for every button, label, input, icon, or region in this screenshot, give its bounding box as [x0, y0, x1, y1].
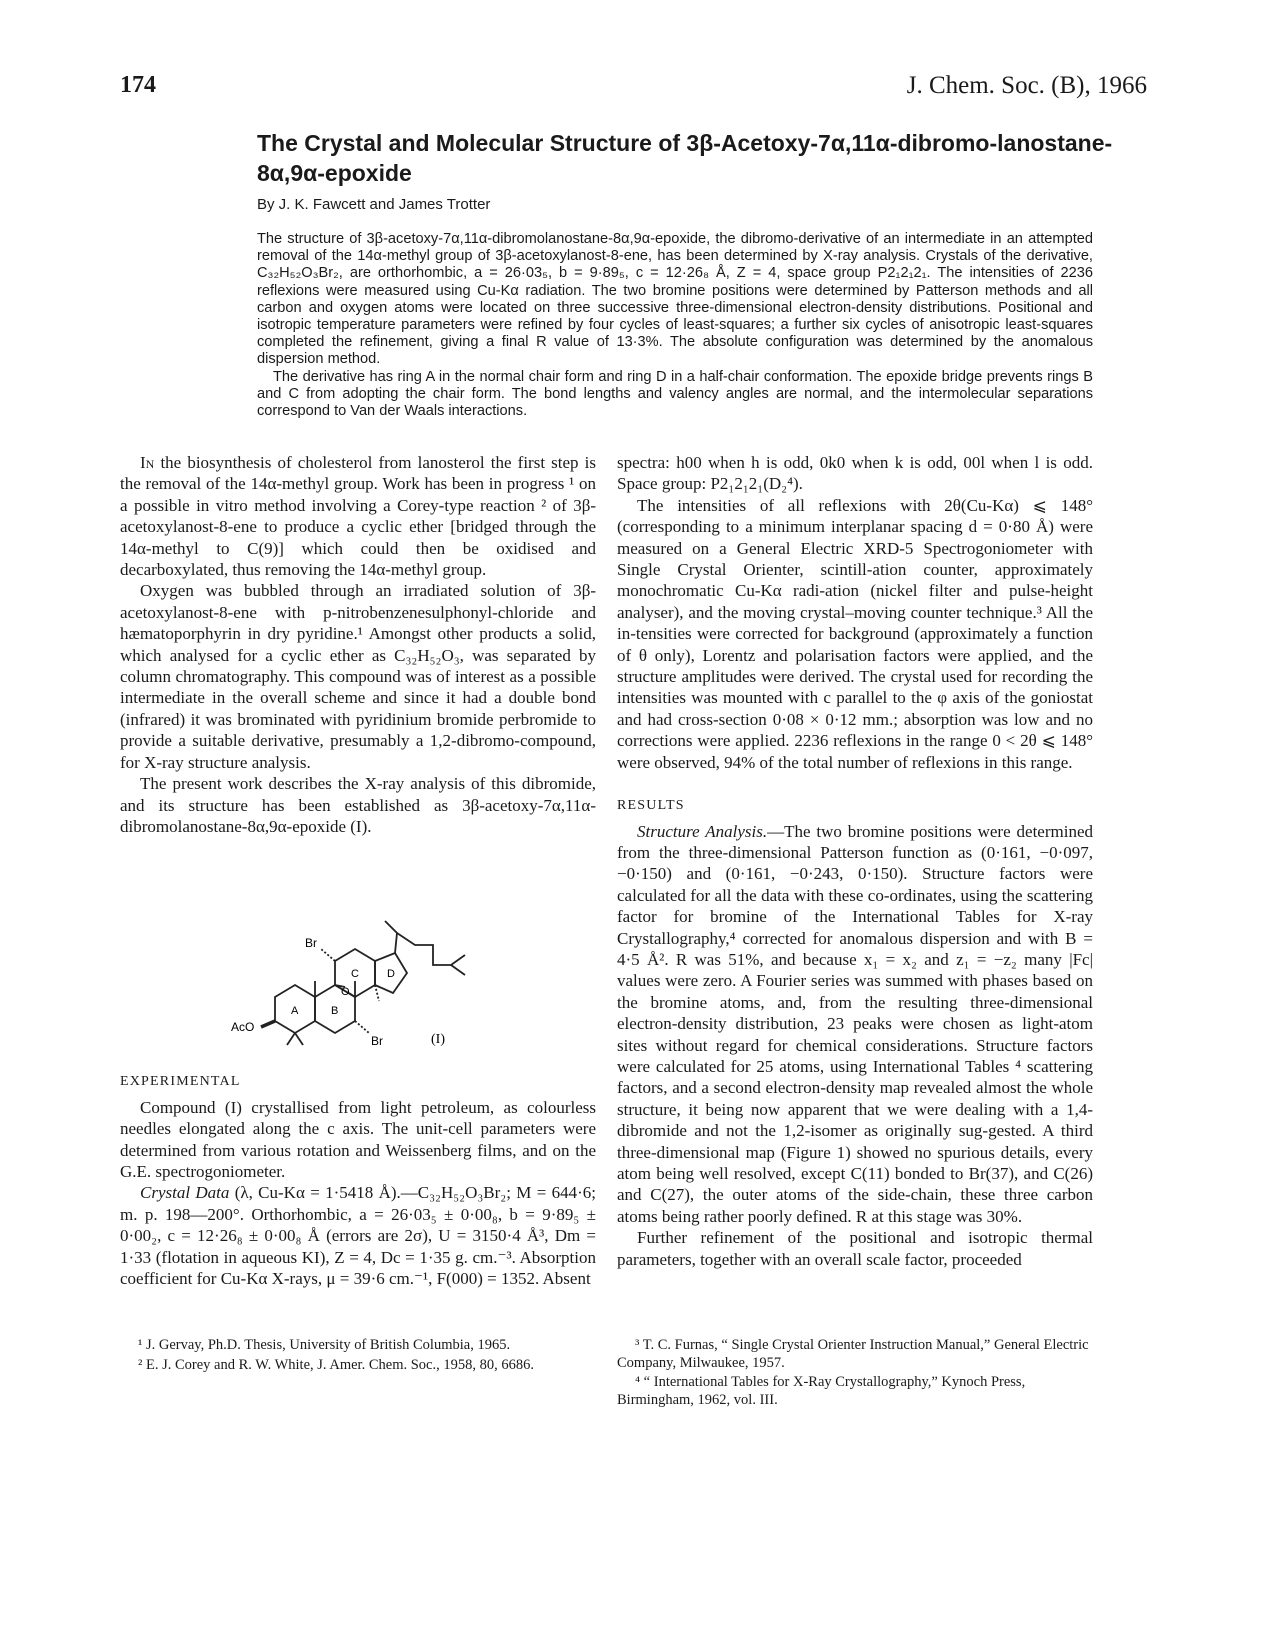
intro-paragraph-2: Oxygen was bubbled through an irradiated solution of 3β-acetoxylanost-8-ene with p-nitrobenzenesulphonyl-chloride and hæmatoporphyrin in dry pyridine.¹ Amongst other products a solid, which analysed for a cyclic ether as C₃₂H₅₂O₃, was separated by column chromatography. This compound was of interest as a possible intermediate in the overall scheme and since it had a double bond (infrared) it was brominated with pyridinium bromide perbromide to provide a suitable derivative, presumably a 1,2-dibromo-compound, for X-ray structure analysis.	[120, 581, 596, 772]
drop-initial: In	[140, 453, 155, 472]
crystal-data-paragraph	[120, 1182, 596, 1289]
structure-diagram	[225, 915, 485, 1085]
footnote-1: ¹ J. Gervay, Ph.D. Thesis, University of British Columbia, 1965.	[138, 1337, 511, 1353]
intro-paragraph-1	[120, 452, 596, 580]
footnote-2: ² E. J. Corey and R. W. White, J. Amer. Chem. Soc., 1958, 80, 6686.	[138, 1356, 534, 1373]
epoxide-oxygen-label: O	[341, 986, 350, 998]
ring-b-label: B	[331, 1005, 339, 1017]
intensities-paragraph: The intensities of all reflexions with 2θ(Cu-Kα) ⩽ 148° (corresponding to a minimum interplanar spacing d = 0·80 Å) were measured on a General Electric XRD-5 Spectrogoniometer with Single Crystal Orienter, scintill-ation counter, approximately monochromatic Cu-Kα radi-ation (nickel filter and pulse-height analyser), and the moving crystal–moving counter technique.³ All the in-tensities were corrected for background (approximately a function of θ only), Lorentz and polarisation factors were applied, and the structure amplitudes were derived. The crystal used for recording the intensities was mounted with c parallel to the φ axis of the goniostat and had cross-section 0·08 × 0·12 mm.; absorption was low and no corrections were applied. 2236 reflexions in the range 0 < 2θ ⩽ 148° were observed, 94% of the total number of reflexions in this range.	[617, 495, 1093, 772]
side-chain	[385, 921, 397, 953]
crystal-data-text: (λ, Cu-Kα = 1·5418 Å).—C₃₂H₅₂O₃Br₂; M = 644·6; m. p. 198—200°. Orthorhombic, a = 26·03₅ ± 0·00₈, b = 9·89₅ ± 0·00₂, c = 12·26₈ ± 0·00₈ Å (errors are 2σ), U = 3150·4 Å³, Dm = 1·33 (flotation in aqueous KI), Z = 4, Dc = 1·35 g. cm.⁻³. Absorption coefficient for Cu-Kα X-rays, μ = 39·6 cm.⁻¹, F(000) = 1352. Absent	[120, 1183, 596, 1288]
abstract	[257, 231, 1093, 420]
results-heading: RESULTS	[617, 798, 685, 814]
footnotes-left	[120, 1337, 596, 1376]
ring-d-label: D	[387, 968, 395, 980]
ring-a-label: A	[291, 1005, 299, 1017]
refinement-paragraph: Further refinement of the positional and isotropic thermal parameters, together with an overall scale factor, proceeded	[617, 1228, 1093, 1269]
experimental-paragraph: Compound (I) crystallised from light petroleum, as colourless needles elongated along the c axis. The unit-cell parameters were determined from various rotation and Weissenberg films, and on the G.E. spectrogoniometer.	[120, 1097, 596, 1181]
structure-analysis-text: —The two bromine positions were determined from the three-dimensional Patterson function as (0·161, −0·097, −0·150) and (0·161, −0·243, 0·150). Structure factors were calculated for all the data with these co-ordinates, using the scattering factor for bromine of the International Tables for X-ray Crystallography,⁴ corrected for anomalous dispersion and with B = 4·5 Å². R was 51%, and because x₁ = x₂ and z₁ = −z₂ many |Fc| values were zero. A Fourier series was summed with phases based on the bromine atoms, and, from the resulting three-dimensional electron-density distribution, 23 peaks were chosen as light-atom sites without regard for chemical considerations. Structure factors were calculated for 25 atoms, using International Tables ⁴ scattering factors, and a second electron-density map revealed almost the whole structure, it being now apparent that we were dealing with a 1,4-dibromide and not the 1,2-isomer as originally sug-gested. A third three-dimensional map (Figure 1) showed no spurious details, every atom being well resolved, except C(11) bonded to Br(37), and C(26) and C(27), the outer atoms of the side-chain, these three carbon atoms being rather poorly defined. R at this stage was 30%.	[617, 821, 1093, 1226]
right-column	[617, 452, 1093, 1270]
acetoxy-label: AcO	[231, 1020, 255, 1034]
experimental-heading: EXPERIMENTAL	[120, 1074, 241, 1090]
structure-analysis-label: Structure Analysis.	[637, 821, 768, 841]
structure-analysis-paragraph	[617, 821, 1093, 1228]
article-authors: By J. K. Fawcett and James Trotter	[257, 196, 491, 213]
bromine-top-label: Br	[305, 936, 317, 950]
abstract-paragraph-2: The derivative has ring A in the normal chair form and ring D in a half-chair conformation. The epoxide bridge prevents rings B and C from adopting the chair form. The bond lengths and valency angles are normal, and the intermolecular separations correspond to Van der Waals interactions.	[257, 368, 1093, 420]
crystal-data-label: Crystal Data	[140, 1183, 230, 1203]
ring-c-label: C	[351, 968, 359, 980]
journal-reference: J. Chem. Soc. (B), 1966	[906, 72, 1147, 99]
abstract-paragraph-1: The structure of 3β-acetoxy-7α,11α-dibromolanostane-8α,9α-epoxide, the dibromo-derivative of an intermediate in an attempted removal of the 14α-methyl group of 3β-acetoxylanost-8-ene, has been determined by X-ray analysis. Crystals of the derivative, C₃₂H₅₂O₃Br₂, are orthorhombic, a = 26·03₅, b = 9·89₅, c = 12·26₈ Å, Z = 4, space group P2₁2₁2₁. The intensities of 2236 reflexions were measured using Cu-Kα radiation. The two bromine positions were determined by Patterson methods and all carbon and oxygen atoms were located on three successive three-dimensional electron-density distributions. Positional and isotropic temperature parameters were refined by four cycles of least-squares; a further six cycles of anisotropic least-squares completed the refinement, giving a final R value of 13·3%. The absolute configuration was determined by the anomalous dispersion method.	[257, 231, 1093, 368]
page-number: 174	[120, 72, 156, 98]
article-title: The Crystal and Molecular Structure of 3β-Acetoxy-7α,11α-dibromo-lanostane-8α,9α-epoxide	[257, 130, 1113, 186]
compound-label: (I)	[431, 1032, 445, 1047]
bromine-bottom-label: Br	[371, 1034, 383, 1048]
intro-paragraph-3: The present work describes the X-ray analysis of this dibromide, and its structure has been established as 3β-acetoxy-7α,11α-dibromolanostane-8α,9α-epoxide (I).	[120, 774, 596, 836]
intro-paragraph-1-text: the biosynthesis of cholesterol from lanosterol the first step is the removal of the 14α-methyl group. Work has been in progress ¹ on a possible in vitro method involving a Corey-type reaction ² of 3β-acetoxylanost-8-ene to produce a cyclic ether [bridged through the 14α-methyl to C(9)] which could then be oxidised and decarboxylated, thus removing the 14α-methyl group.	[120, 453, 596, 580]
footnote-3: ³ T. C. Furnas, “ Single Crystal Orienter Instruction Manual,” General Electric Company, Milwaukee, 1957.	[617, 1337, 1089, 1371]
footnote-4: ⁴ “ International Tables for X-Ray Crystallography,” Kynoch Press, Birmingham, 1962, vol. III.	[617, 1374, 1026, 1408]
footnotes-right	[617, 1337, 1093, 1411]
left-column	[120, 452, 596, 1289]
absent-spectra-paragraph: spectra: h00 when h is odd, 0k0 when k is odd, 00l when l is odd. Space group: P2₁2₁2₁(D₂⁴).	[617, 453, 1093, 494]
